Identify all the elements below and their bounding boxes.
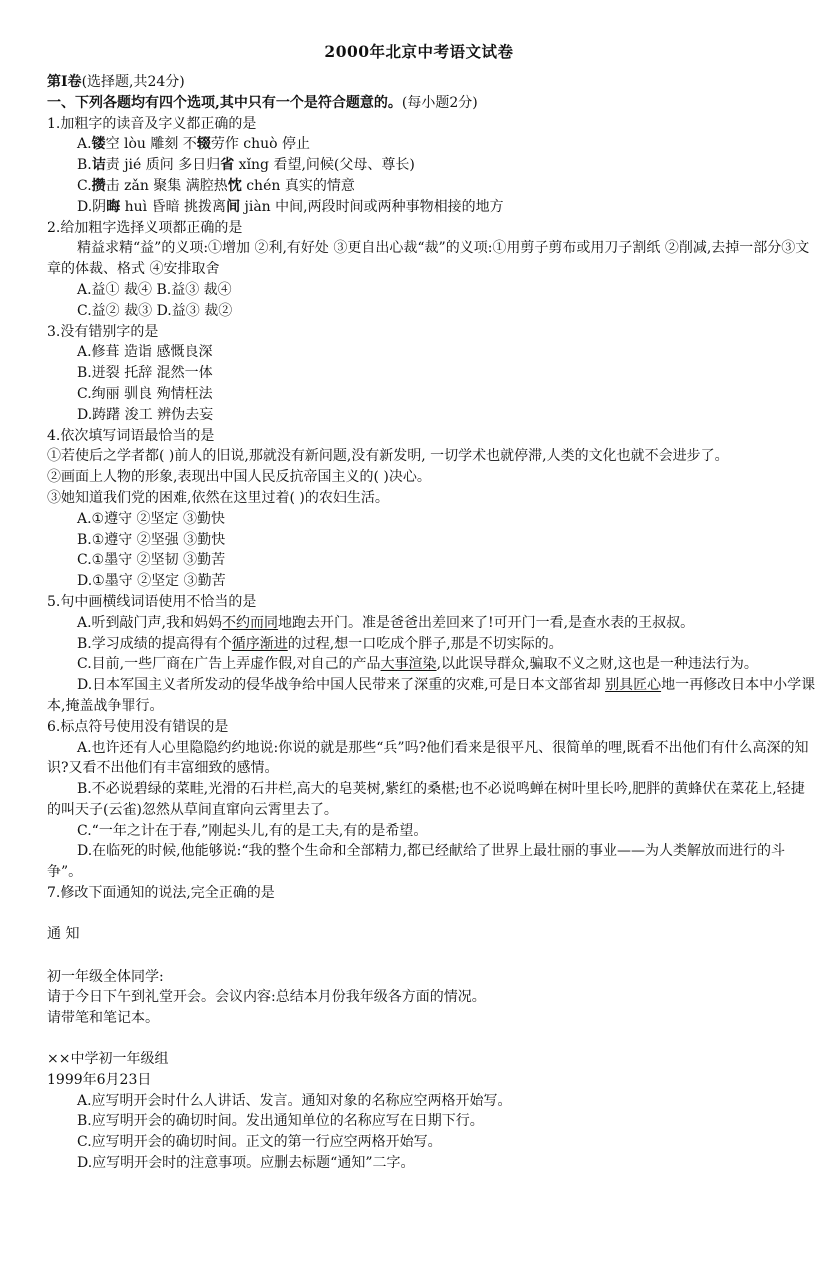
section-heading (47, 93, 817, 114)
section-heading-text: 一、下列各题均有四个选项,其中只有一个是符合题意的。 (47, 94, 402, 111)
option-d: D.①墨守 ②坚定 ③勤苦 (77, 573, 226, 590)
option-cd: C.益② 裁③ D.益③ 裁② (77, 302, 233, 319)
option-c: C.应写明开会的确切时间。正文的第一行应空两格开始写。 (77, 1134, 442, 1151)
option-b: B.诘责 jié 质问 多日归省 xǐng 看望,问候(父母、尊长) (77, 157, 415, 174)
option-a: A.也许还有人心里隐隐约约地说:你说的就是那些“兵”吗?他们看来是很平凡、很简单的哩,既看不出他们有什么高深的知识?又看不出他们有丰富细致的感情。 (47, 739, 809, 777)
sentence-3: ③她知道我们党的困难,依然在这里过着( )的农妇生活。 (47, 489, 389, 506)
option-c: C.①墨守 ②坚韧 ③勤苦 (77, 552, 226, 569)
section-note: (每小题2分) (401, 94, 478, 111)
question-stem: 3.没有错别字的是 (47, 323, 159, 340)
question-body: 精益求精“益”的义项:①增加 ②利,有好处 ③更自出心裁“裁”的义项:①用剪子剪布或用刀子割纸 ②削减,去掉一部分③文章的体裁、格式 ④安排取舍 (47, 240, 810, 278)
option-ab: A.益① 裁④ B.益③ 裁④ (77, 281, 232, 298)
option-b: B.不必说碧绿的菜畦,光滑的石井栏,高大的皂荚树,紫红的桑椹;也不必说鸣蝉在树叶里长吟,肥胖的黄蜂伏在菜花上,轻捷的叫天子(云雀)忽然从草间直窜向云霄里去了。 (47, 781, 805, 818)
notice-addressee: 初一年级全体同学: (47, 968, 164, 985)
page-title: 2000年北京中考语文试卷 (324, 42, 514, 61)
option-b: B.学习成绩的提高得有个循序渐进的过程,想一口吃成个胖子,那是不切实际的。 (77, 635, 563, 652)
question-stem: 4.依次填写词语最恰当的是 (47, 427, 215, 444)
part-note: (选择题,共24分) (81, 74, 185, 90)
notice-date: 1999年6月23日 (47, 1071, 152, 1088)
underlined-phrase: 大事渲染 (380, 656, 437, 673)
notice-line: 请带笔和笔记本。 (47, 1010, 159, 1027)
option-c: C.“一年之计在于春,”刚起头儿,有的是工夫,有的是希望。 (77, 822, 428, 839)
option-d: D.应写明开会时的注意事项。应删去标题“通知”二字。 (77, 1155, 415, 1172)
question-stem: 5.句中画横线词语使用不恰当的是 (47, 593, 257, 610)
option-b: B.迸裂 托辞 混然一体 (77, 365, 213, 382)
question-stem: 6.标点符号使用没有错误的是 (47, 718, 229, 735)
option-a: A.听到敲门声,我和妈妈不约而同地跑去开门。准是爸爸出差回来了!可开门一看,是查水表的王叔叔。 (77, 614, 695, 631)
sentence-1: ①若使后之学者都( )前人的旧说,那就没有新问题,没有新发明, 一切学术也就停滞,人类的文化也就不会进步了。 (47, 448, 729, 465)
option-a: A.应写明开会时什么人讲话、发言。通知对象的名称应空两格开始写。 (77, 1092, 512, 1109)
option-d: D.阴晦 huì 昏暗 挑拨离间 jiàn 中间,两段时间或两种事物相接的地方 (77, 198, 504, 215)
option-a: A.修葺 造诣 感慨良深 (77, 344, 213, 361)
option-a: A.①遵守 ②坚定 ③勤快 (77, 510, 226, 527)
option-d: D.日本军国主义者所发动的侵华战争给中国人民带来了深重的灾难,可是日本文部省却 别具匠心地一再修改日本中小学课本,掩盖战争罪行。 (47, 677, 816, 714)
option-a: A.镂空 lòu 雕刻 不辍劳作 chuò 停止 (77, 136, 311, 153)
option-c: C.目前,一些厂商在广告上弄虚作假,对自己的产品大事渲染,以此误导群众,骗取不义之财,这也是一种违法行为。 (77, 656, 758, 673)
notice-line: 请于今日下午到礼堂开会。会议内容:总结本月份我年级各方面的情况。 (47, 989, 486, 1006)
underlined-phrase: 循序渐进 (231, 635, 288, 652)
option-d: D.在临死的时候,他能够说:“我的整个生命和全部精力,都已经献给了世界上最壮丽的事业——为人类解放而进行的斗争”。 (47, 843, 785, 881)
question-stem: 7.修改下面通知的说法,完全正确的是 (47, 885, 275, 902)
option-b: B.①遵守 ②坚强 ③勤快 (77, 531, 226, 548)
part-label: 第Ⅰ卷 (47, 74, 82, 90)
notice-title: 通 知 (47, 925, 80, 942)
sentence-2: ②画面上人物的形象,表现出中国人民反抗帝国主义的( )决心。 (47, 469, 431, 486)
option-d: D.踌躇 浚工 辨伪去妄 (77, 406, 214, 423)
question-stem: 1.加粗字的读音及字义都正确的是 (47, 115, 257, 132)
exam-content (47, 72, 817, 1174)
underlined-phrase: 不约而同 (222, 614, 279, 631)
option-c: C.攒击 zǎn 聚集 满腔热忱 chén 真实的情意 (77, 177, 355, 194)
underlined-phrase: 别具匠心 (605, 677, 662, 694)
option-c: C.绚丽 驯良 殉情枉法 (77, 385, 213, 402)
option-b: B.应写明开会的确切时间。发出通知单位的名称应写在日期下行。 (77, 1113, 484, 1130)
notice-sender: ××中学初一年级组 (47, 1051, 169, 1068)
question-stem: 2.给加粗字选择义项都正确的是 (47, 219, 243, 236)
part-header (47, 72, 817, 93)
